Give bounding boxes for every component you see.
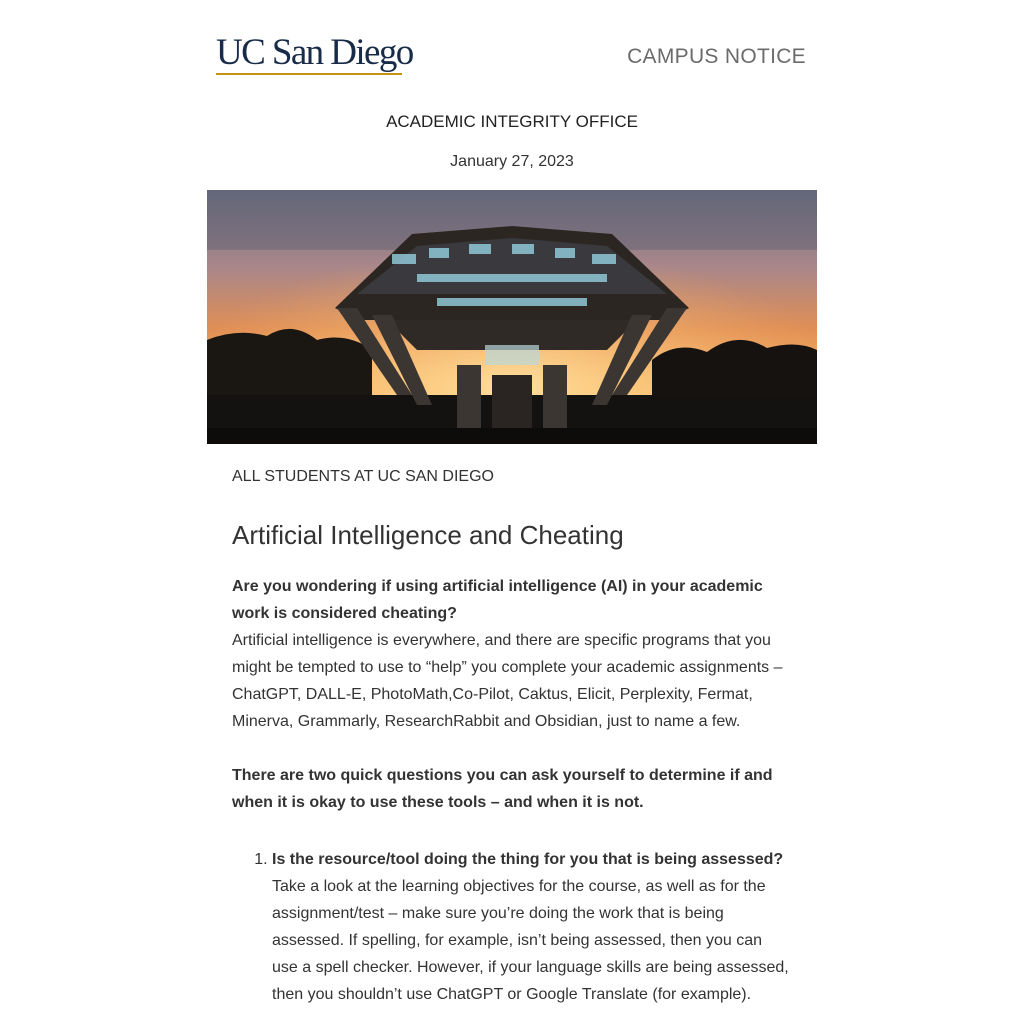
notice-title: Artificial Intelligence and Cheating xyxy=(232,520,624,550)
logo-underline xyxy=(216,73,402,75)
ucsd-logo[interactable] xyxy=(216,32,413,78)
office-name: ACADEMIC INTEGRITY OFFICE xyxy=(386,112,638,131)
hero-image-geisel-library xyxy=(207,190,817,444)
logo-wordmark: UC San Diego xyxy=(216,32,413,73)
list-item-heading: 1. Is the resource/tool doing the thing for you that is being assessed? xyxy=(272,851,784,868)
audience-line: ALL STUDENTS AT UC SAN DIEGO xyxy=(232,468,494,485)
intro-paragraph: Artificial intelligence is everywhere, and there are specific programs that you might be tempted to use to “help” you complete your academic assignments – ChatGPT, DALL-E, PhotoMath,Co-Pilot, Caktus, Elicit, Perplexity, Fermat, Minerva, Grammarly, ResearchRabbit and Obsidian, just to name a few. xyxy=(232,632,783,730)
questions-lead: There are two quick questions you can ask yourself to determine if and when it is okay to use these tools – and when it is not. xyxy=(232,767,773,811)
notice-body xyxy=(232,465,792,1008)
intro-question: Are you wondering if using artificial intelligence (AI) in your academic work is considered cheating? xyxy=(232,578,763,622)
list-item xyxy=(272,846,792,1008)
list-item-body: Take a look at the learning objectives for the course, as well as for the assignment/test – make sure you’re doing the work that is being assessed. If spelling, for example, isn’t being assessed, then you can use a spell checker. However, if your language skills are being assessed, then you shouldn’t use ChatGPT or Google Translate (for example). xyxy=(272,878,789,1003)
questions-list xyxy=(232,846,792,1008)
email-header xyxy=(207,30,817,80)
notice-date: January 27, 2023 xyxy=(450,153,574,170)
campus-notice-label: CAMPUS NOTICE xyxy=(627,45,806,68)
